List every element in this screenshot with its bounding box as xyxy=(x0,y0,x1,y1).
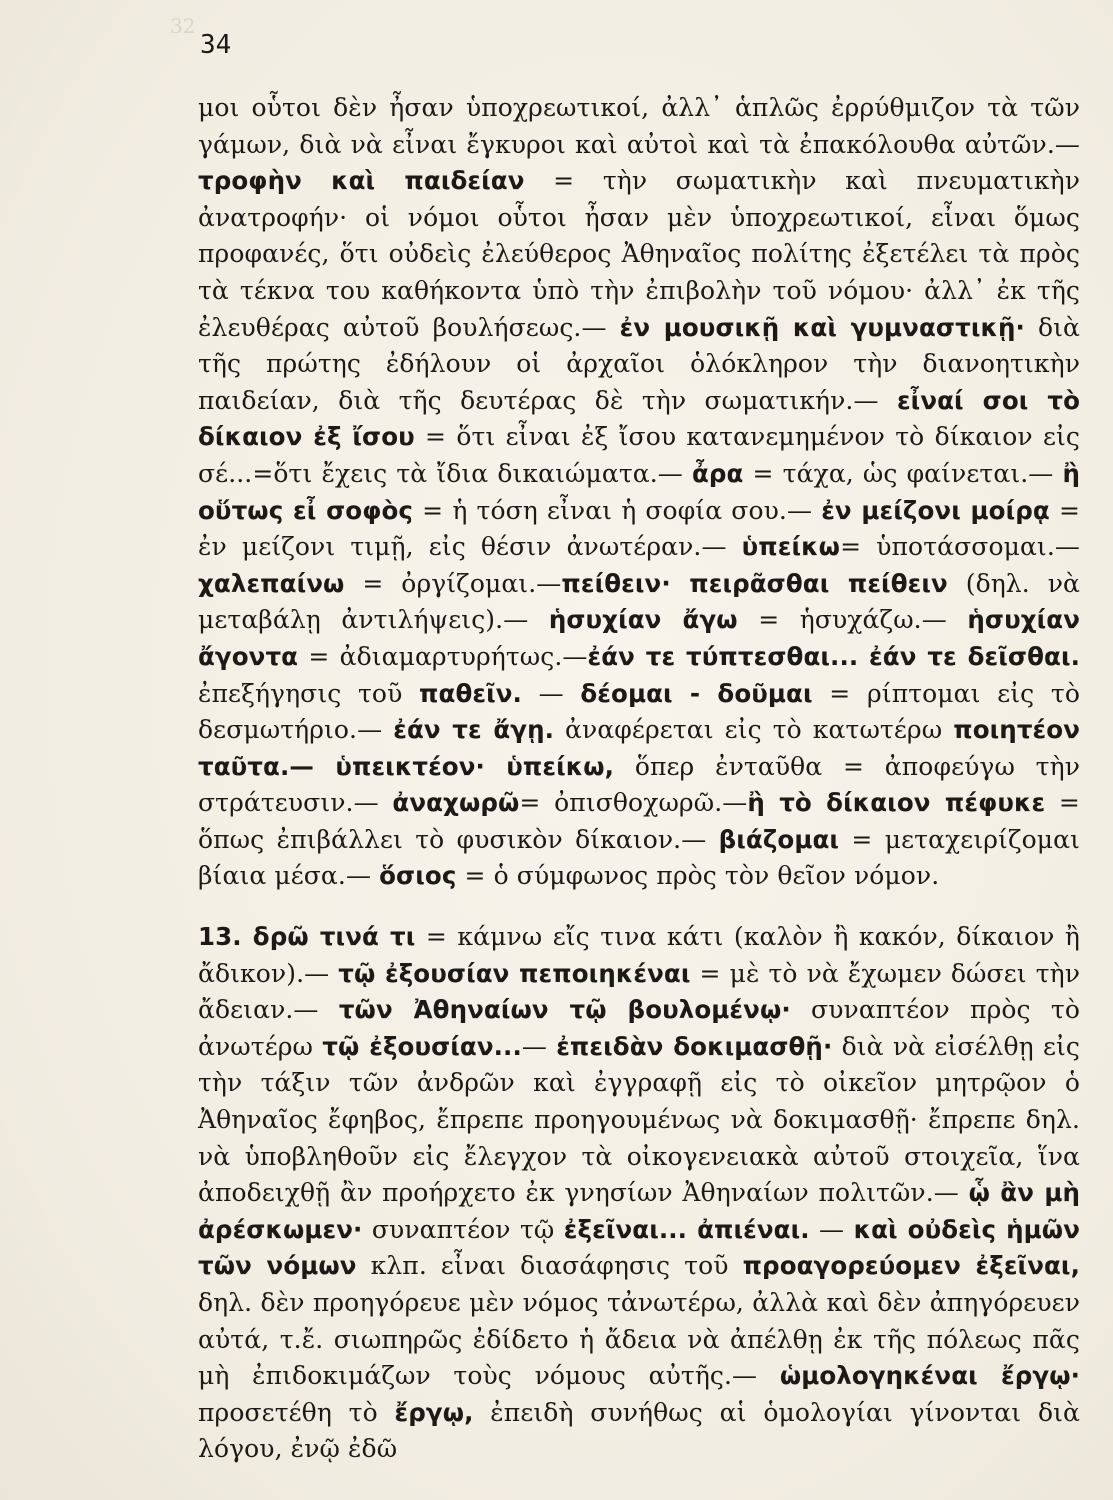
bold-term: δέομαι - δοῦμαι xyxy=(580,678,813,708)
bold-term: βιάζομαι xyxy=(718,824,840,854)
paragraph xyxy=(198,919,1080,1468)
bold-term: εἶναί σοι τὸ δίκαιον ἐξ ἴσου xyxy=(198,385,1081,452)
bold-term: τῶν Ἀθηναίων τῷ βουλομένῳ· xyxy=(338,995,791,1025)
bleed-through-page-mark: 32 xyxy=(170,14,196,38)
bold-term: δρῶ τινά τι xyxy=(252,922,416,952)
bold-term: χαλεπαίνω xyxy=(198,568,345,598)
commentary-text: = τάχα, ὡς φαίνεται.— xyxy=(743,458,1063,488)
bold-term: ἢ τὸ δίκαιον πέφυκε xyxy=(747,788,1046,818)
commentary-text: = ἐν μείζονι τιμῇ, εἰς θέσιν ἀνωτέραν.— xyxy=(198,495,1081,562)
commentary-text: συναπτέον τῷ xyxy=(362,1214,564,1244)
bold-term: ἐν μείζονι μοίρᾳ xyxy=(821,495,1050,525)
body-text xyxy=(198,90,1080,1468)
commentary-text: διὰ τῆς πρώτης ἐδήλουν οἱ ἀρχαῖοι ὁλόκληρον τὴν διανοητικὴν παιδείαν, διὰ τῆς δευτέρας δὲ τὴν σωματικήν.— xyxy=(198,312,1080,415)
commentary-text: ἐπειδὴ συνήθως αἱ ὁμολογίαι γίνονται διὰ λόγου, ἐνῷ ἐδῶ xyxy=(198,1397,1080,1464)
paragraph xyxy=(198,90,1080,895)
commentary-text: = ἀδιαμαρτυρήτως.— xyxy=(298,641,588,671)
commentary-text: = ἡ τόση εἶναι ἡ σοφία σου.— xyxy=(413,495,822,525)
bold-term: ποιητέον ταῦτα.— ὑπεικτέον· ὑπείκω, xyxy=(198,715,1081,781)
bold-term: ἐν μουσικῇ καὶ γυμναστικῇ· xyxy=(619,312,1025,342)
commentary-text: συναπτέον πρὸς τὸ ἀνωτέρω xyxy=(198,995,1080,1061)
bold-term: τροφὴν καὶ παιδείαν xyxy=(198,166,525,196)
commentary-text: προσετέθη τὸ xyxy=(198,1397,395,1427)
commentary-text: μοι οὗτοι δὲν ἦσαν ὑποχρεωτικοί, ἀλλ᾽ ἁπλῶς ἐρρύθμιζον τὰ τῶν γάμων, διὰ νὰ εἶναι ἔγκυροι καὶ αὐτοὶ καὶ τὰ ἐπακόλουθα αὐτῶν.— xyxy=(198,93,1080,159)
commentary-text: = ὅπως ἐπιβάλλει τὸ φυσικὸν δίκαιον.— xyxy=(198,788,1080,854)
commentary-text: = ὀργίζομαι.— xyxy=(344,568,562,598)
commentary-text: = κάμνω εἴς τινα κάτι (καλὸν ἢ κακόν, δίκαιον ἢ ἄδικον).— xyxy=(198,922,1080,988)
commentary-text: = ρίπτομαι εἰς τὸ δεσμωτήριο.— xyxy=(198,678,1080,745)
commentary-text: κλπ. εἶναι διασάφησις τοῦ xyxy=(356,1251,743,1281)
bold-term: 13. xyxy=(198,922,253,952)
commentary-text: ὅπερ ἐνταῦθα = ἀποφεύγω τὴν στράτευσιν.— xyxy=(198,751,1080,818)
commentary-text: = ὅτι εἶναι ἐξ ἴσου κατανεμημένον τὸ δίκαιον εἰς σέ...=ὅτι ἔχεις τὰ ἴδια δικαιώματα.— xyxy=(198,422,1081,488)
bold-term: πείθειν· πειρᾶσθαι πείθειν xyxy=(561,568,948,598)
bold-term: ἔργῳ, xyxy=(394,1397,474,1427)
bold-term: τῷ ἐξουσίαν... xyxy=(322,1031,522,1061)
bold-term: τῷ ἐξουσίαν πεποιηκέναι xyxy=(338,958,691,988)
bold-term: ἡσυχίαν ἄγω xyxy=(548,605,738,635)
commentary-text: διὰ νὰ εἰσέλθῃ εἰς τὴν τάξιν τῶν ἀνδρῶν καὶ ἐγγραφῇ εἰς τὸ οἰκεῖον μητρῷον ὁ Ἀθηναῖος ἔφηβος, ἔπρεπε προηγουμένως νὰ δοκιμασθῇ· ἔπρεπε δηλ. νὰ ὑποβληθοῦν εἰς ἔλεγχον τὰ οἰκογενειακὰ αὐτοῦ στοιχεῖα, ἵνα ἀποδειχθῇ ἂν προήρχετο ἐκ γνησίων Ἀθηναίων πολιτῶν.— xyxy=(198,1031,1080,1208)
bold-term: ἐάν τε τύπτεσθαι... ἐάν τε δεῖσθαι. xyxy=(587,641,1080,671)
bold-term: ἀναχωρῶ xyxy=(392,788,520,818)
page-number: 34 xyxy=(200,30,232,60)
bold-term: παθεῖν. xyxy=(419,678,522,708)
commentary-text: = ἡσυχάζω.— xyxy=(737,605,968,635)
commentary-text: — xyxy=(521,1031,557,1061)
bold-term: προαγορεύομεν ἐξεῖναι, xyxy=(742,1251,1080,1281)
commentary-text: (δηλ. νὰ μεταβάλῃ ἀντιλήψεις).— xyxy=(198,568,1080,635)
bold-term: ἢ οὕτως εἶ σοφὸς xyxy=(198,458,1080,525)
commentary-text: = ὀπισθοχωρῶ.— xyxy=(519,788,748,818)
bold-term: ἐπειδὰν δοκιμασθῇ· xyxy=(556,1031,833,1061)
bold-term: ἐάν τε ἄγῃ. xyxy=(393,715,555,745)
bold-term: ἆρα xyxy=(691,458,744,488)
bold-term: ᾧ ἂν μὴ ἀρέσκωμεν· xyxy=(198,1178,1080,1244)
bold-term: ὅσιος xyxy=(379,861,457,891)
bold-term: ἐξεῖναι... ἀπιέναι. xyxy=(563,1214,810,1244)
commentary-text: = μεταχειρίζομαι βίαια μέσα.— xyxy=(198,824,1080,891)
bold-term: ὡμολογηκέναι ἔργῳ· xyxy=(779,1361,1081,1391)
commentary-text: ἐπεξήγησις τοῦ xyxy=(198,678,420,708)
bold-term: ὑπείκω xyxy=(741,532,841,562)
commentary-text: = τὴν σωματικὴν καὶ πνευματικὴν ἀνατροφήν· οἱ νόμοι οὗτοι ἦσαν μὲν ὑποχρεωτικοί, εἶναι ὅμως προφανές, ὅτι οὐδεὶς ἐλεύθερος Ἀθηναῖος πολίτης ἐξετέλει τὰ πρὸς τὰ τέκνα του καθήκοντα ὑπὸ τὴν ἐπιβολὴν τοῦ νόμου· ἀλλ᾽ ἐκ τῆς ἐλευθέρας αὐτοῦ βουλήσεως.— xyxy=(198,166,1080,342)
commentary-text: — xyxy=(521,678,581,708)
commentary-text: = ὑποτάσσομαι.— xyxy=(840,532,1080,562)
bold-term: καὶ οὐδεὶς ἡμῶν τῶν νόμων xyxy=(198,1214,1080,1281)
commentary-text: ἀναφέρεται εἰς τὸ κατωτέρω xyxy=(554,715,954,745)
commentary-text: — xyxy=(809,1214,854,1244)
bold-term: ἡσυχίαν ἄγοντα xyxy=(198,605,1080,671)
commentary-text: = ὁ σύμφωνος πρὸς τὸν θεῖον νόμον. xyxy=(456,861,940,891)
commentary-text: δηλ. δὲν προηγόρευε μὲν νόμος τἀνωτέρω, ἀλλὰ καὶ δὲν ἀπηγόρευεν αὐτά, τ.ἔ. σιωπηρῶς ἐδίδετο ἡ ἄδεια νὰ ἀπέλθῃ ἐκ τῆς πόλεως πᾶς μὴ ἐπιδοκιμάζων τοὺς νόμους αὐτῆς.— xyxy=(198,1288,1080,1391)
commentary-text: = μὲ τὸ νὰ ἔχωμεν δώσει τὴν ἄδειαν.— xyxy=(198,958,1080,1025)
